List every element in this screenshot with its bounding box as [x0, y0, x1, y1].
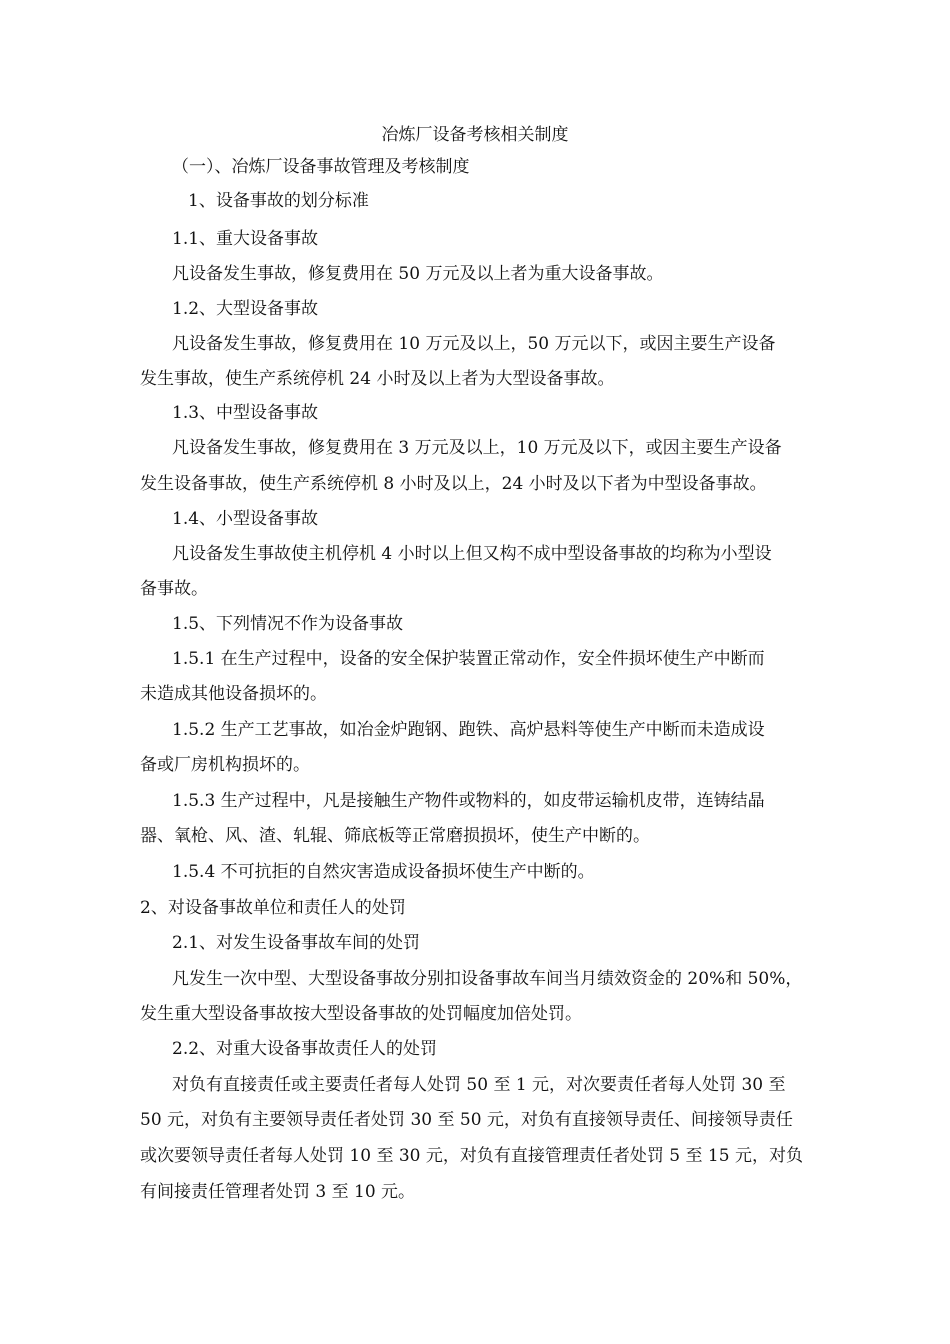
paragraph-line: 凡设备发生事故，修复费用在 3 万元及以上，10 万元及以下，或因主要生产设备 — [172, 438, 782, 458]
paragraph-line: 凡设备发生事故，修复费用在 10 万元及以上，50 万元以下，或因主要生产设备 — [172, 334, 776, 354]
paragraph-line: 发生设备事故，使生产系统停机 8 小时及以上，24 小时及以下者为中型设备事故。 — [140, 474, 767, 494]
clause-heading: 2.1、对发生设备事故车间的处罚 — [172, 933, 421, 953]
paragraph-line: 未造成其他设备损坏的。 — [140, 684, 327, 704]
clause-heading: 2.2、对重大设备事故责任人的处罚 — [172, 1039, 438, 1059]
section-heading: （一）、冶炼厂设备事故管理及考核制度 — [172, 157, 470, 177]
clause-heading: 1.1、重大设备事故 — [172, 229, 319, 249]
clause-heading: 1.4、小型设备事故 — [172, 509, 319, 529]
paragraph-line: 1.5.4 不可抗拒的自然灾害造成设备损坏使生产中断的。 — [172, 862, 595, 882]
clause-heading: 1.5、下列情况不作为设备事故 — [172, 614, 404, 634]
paragraph-line: 备事故。 — [140, 579, 208, 599]
paragraph-line: 1.5.3 生产过程中，凡是接触生产物件或物料的，如皮带运输机皮带，连铸结晶 — [172, 791, 765, 811]
paragraph-line: 发生事故，使生产系统停机 24 小时及以上者为大型设备事故。 — [140, 369, 615, 389]
paragraph-line: 或次要领导责任者每人处罚 10 至 30 元，对负有直接管理责任者处罚 5 至 15 元，对负 — [140, 1146, 803, 1166]
paragraph-line: 备或厂房机构损坏的。 — [140, 755, 310, 775]
paragraph-line: 有间接责任管理者处罚 3 至 10 元。 — [140, 1182, 416, 1202]
clause-heading: 1.2、大型设备事故 — [172, 299, 319, 319]
document-title: 冶炼厂设备考核相关制度 — [381, 125, 569, 145]
paragraph-line: 凡设备发生事故，修复费用在 50 万元及以上者为重大设备事故。 — [172, 264, 664, 284]
section-heading: 2、对设备事故单位和责任人的处罚 — [140, 898, 406, 918]
paragraph-line: 50 元，对负有主要领导责任者处罚 30 至 50 元，对负有直接领导责任、间接领导责任 — [140, 1110, 793, 1130]
paragraph-line: 凡发生一次中型、大型设备事故分别扣设备事故车间当月绩效资金的 20%和 50%， — [172, 969, 803, 989]
paragraph-line: 1.5.2 生产工艺事故，如冶金炉跑钢、跑铁、高炉悬料等使生产中断而未造成设 — [172, 720, 765, 740]
paragraph-line: 凡设备发生事故使主机停机 4 小时以上但又构不成中型设备事故的均称为小型设 — [172, 544, 772, 564]
paragraph-line: 器、氧枪、风、渣、轧辊、筛底板等正常磨损损坏，使生产中断的。 — [140, 826, 650, 846]
clause-heading: 1.3、中型设备事故 — [172, 403, 319, 423]
paragraph-line: 1.5.1 在生产过程中，设备的安全保护装置正常动作，安全件损坏使生产中断而 — [172, 649, 765, 669]
paragraph-line: 对负有直接责任或主要责任者每人处罚 50 至 1 元，对次要责任者每人处罚 30 至 — [172, 1075, 786, 1095]
paragraph-line: 发生重大型设备事故按大型设备事故的处罚幅度加倍处罚。 — [140, 1004, 582, 1024]
subsection-heading: 1、设备事故的划分标准 — [188, 191, 369, 211]
